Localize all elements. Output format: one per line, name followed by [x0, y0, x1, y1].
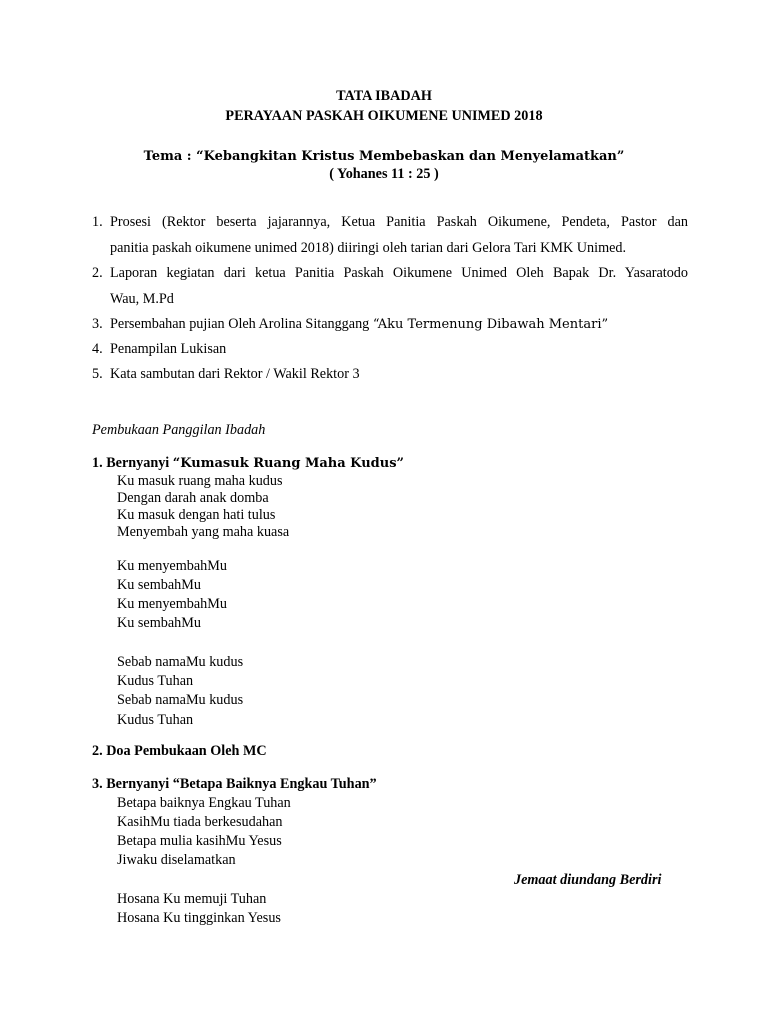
lyric-line: Betapa baiknya Engkau Tuhan [117, 795, 291, 811]
lyric-line: Ku menyembahMu [117, 558, 227, 574]
document-subtitle: PERAYAAN PASKAH OIKUMENE UNIMED 2018 [225, 108, 543, 124]
lyric-line: Ku sembahMu [117, 577, 201, 593]
agenda-number: 1. [92, 214, 103, 230]
song-1-title: “Kumasuk Ruang Maha Kudus” [172, 456, 404, 471]
lyric-line: Sebab namaMu kudus [117, 692, 244, 708]
agenda-item-1-line-1: Prosesi (Rektor beserta jajarannya, Ketua Panitia Paskah Oikumene, Pendeta, Pastor dan [110, 214, 688, 230]
theme-verse: ( Yohanes 11 : 25 ) [329, 166, 439, 182]
theme-line [0, 148, 768, 165]
lyric-line: Hosana Ku memuji Tuhan [117, 891, 267, 907]
lyric-line: Dengan darah anak domba [117, 490, 269, 506]
agenda-number: 4. [92, 341, 103, 357]
lyric-line: Ku masuk dengan hati tulus [117, 507, 276, 523]
agenda-item-3-text: Persembahan pujian Oleh Arolina Sitanggang [110, 316, 373, 332]
lyric-line: Ku sembahMu [117, 615, 201, 631]
agenda-item-3-song: “Aku Termenung Dibawah Mentari” [372, 317, 609, 332]
agenda-item-4: Penampilan Lukisan [110, 341, 227, 357]
lyric-line: Sebab namaMu kudus [117, 654, 244, 670]
agenda-item-2-line-1: Laporan kegiatan dari ketua Panitia Paskah Oikumene Unimed Oleh Bapak Dr. Yasaratodo [110, 265, 688, 281]
item-2-heading: 2. Doa Pembukaan Oleh MC [92, 743, 267, 759]
song-1-heading [92, 455, 404, 472]
theme-text: “Kebangkitan Kristus Membebaskan dan Menyelamatkan” [196, 149, 625, 164]
agenda-item-1-line-2: panitia paskah oikumene unimed 2018) diiringi oleh tarian dari Gelora Tari KMK Unimed. [110, 240, 627, 256]
agenda-number: 3. [92, 316, 103, 332]
lyric-line: KasihMu tiada berkesudahan [117, 814, 283, 830]
agenda-item-3 [110, 316, 608, 333]
agenda-item-2-line-2: Wau, M.Pd [110, 291, 174, 307]
lyric-line: Menyembah yang maha kuasa [117, 524, 290, 540]
lyric-line: Kudus Tuhan [117, 712, 194, 728]
section-title: Pembukaan Panggilan Ibadah [92, 422, 266, 438]
lyric-line: Betapa mulia kasihMu Yesus [117, 833, 282, 849]
document-title: TATA IBADAH [336, 88, 432, 104]
agenda-number: 2. [92, 265, 103, 281]
agenda-item-5: Kata sambutan dari Rektor / Wakil Rektor 3 [110, 366, 360, 382]
lyric-line: Ku menyembahMu [117, 596, 227, 612]
song-3-heading: 3. Bernyanyi “Betapa Baiknya Engkau Tuhan” [92, 776, 377, 792]
agenda-number: 5. [92, 366, 103, 382]
lyric-line: Ku masuk ruang maha kudus [117, 473, 283, 489]
congregation-note: Jemaat diundang Berdiri [514, 872, 662, 888]
lyric-line: Jiwaku diselamatkan [117, 852, 236, 868]
theme-label: Tema : [143, 149, 197, 164]
lyric-line: Hosana Ku tingginkan Yesus [117, 910, 281, 926]
song-1-heading-prefix: 1. Bernyanyi [92, 455, 173, 471]
lyric-line: Kudus Tuhan [117, 673, 194, 689]
